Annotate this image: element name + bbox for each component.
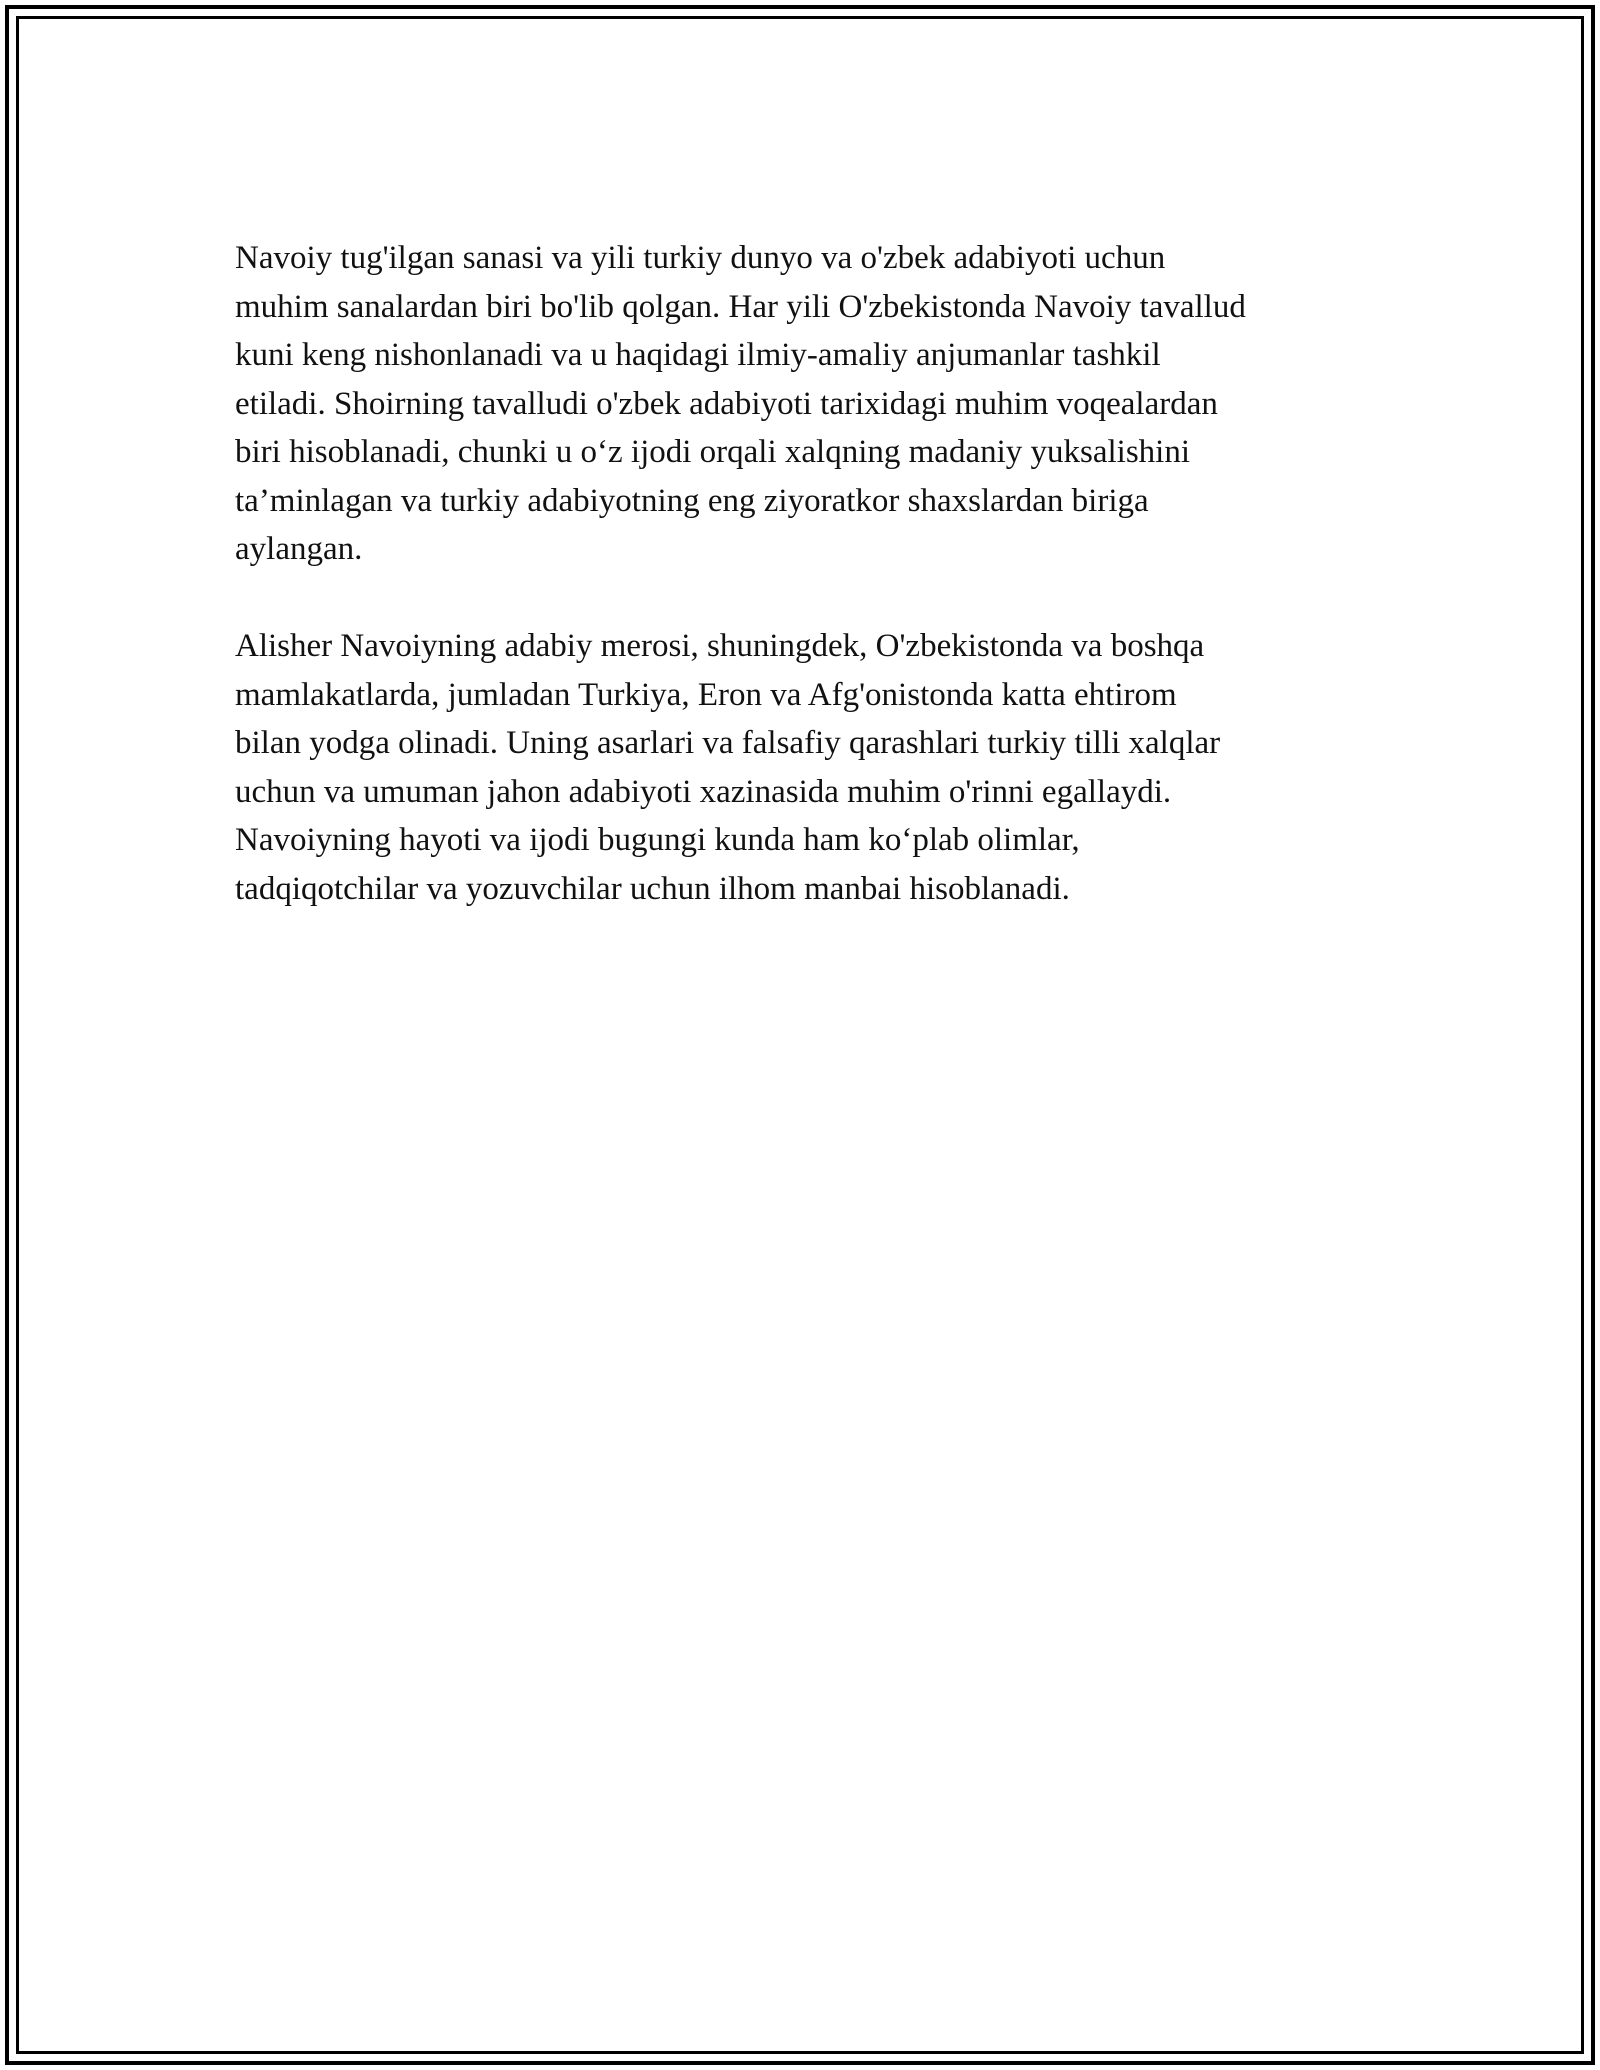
- text-line: etiladi. Shoirning tavalludi o'zbek adabiyoti tarixidagi muhim voqealardan: [235, 385, 1218, 422]
- paragraph-1: [235, 234, 1385, 574]
- text-line: aylangan.: [235, 531, 363, 567]
- text-line: Navoiyning hayoti va ijodi bugungi kunda ham ko‘plab olimlar,: [235, 822, 1080, 858]
- text-line: kuni keng nishonlanadi va u haqidagi ilmiy-amaliy anjumanlar tashkil: [235, 337, 1161, 373]
- text-line: mamlakatlarda, jumladan Turkiya, Eron va Afg'onistonda katta ehtirom: [235, 676, 1177, 713]
- text-line: Alisher Navoiyning adabiy merosi, shuningdek, O'zbekistonda va boshqa: [235, 628, 1205, 664]
- document-body: [235, 234, 1385, 962]
- text-line: bilan yodga olinadi. Uning asarlari va falsafiy qarashlari turkiy tilli xalqlar: [235, 725, 1221, 761]
- text-line: ta’minlagan va turkiy adabiyotning eng ziyoratkor shaxslardan biriga: [235, 482, 1149, 519]
- text-line: uchun va umuman jahon adabiyoti xazinasida muhim o'rinni egallaydi.: [235, 773, 1172, 810]
- paragraph-2: [235, 622, 1385, 913]
- text-line: Navoiy tug'ilgan sanasi va yili turkiy dunyo va o'zbek adabiyoti uchun: [235, 240, 1166, 276]
- text-line: muhim sanalardan biri bo'lib qolgan. Har yili O'zbekistonda Navoiy tavallud: [235, 288, 1246, 325]
- text-line: biri hisoblanadi, chunki u o‘z ijodi orqali xalqning madaniy yuksalishini: [235, 434, 1191, 470]
- text-line: tadqiqotchilar va yozuvchilar uchun ilhom manbai hisoblanadi.: [235, 870, 1070, 907]
